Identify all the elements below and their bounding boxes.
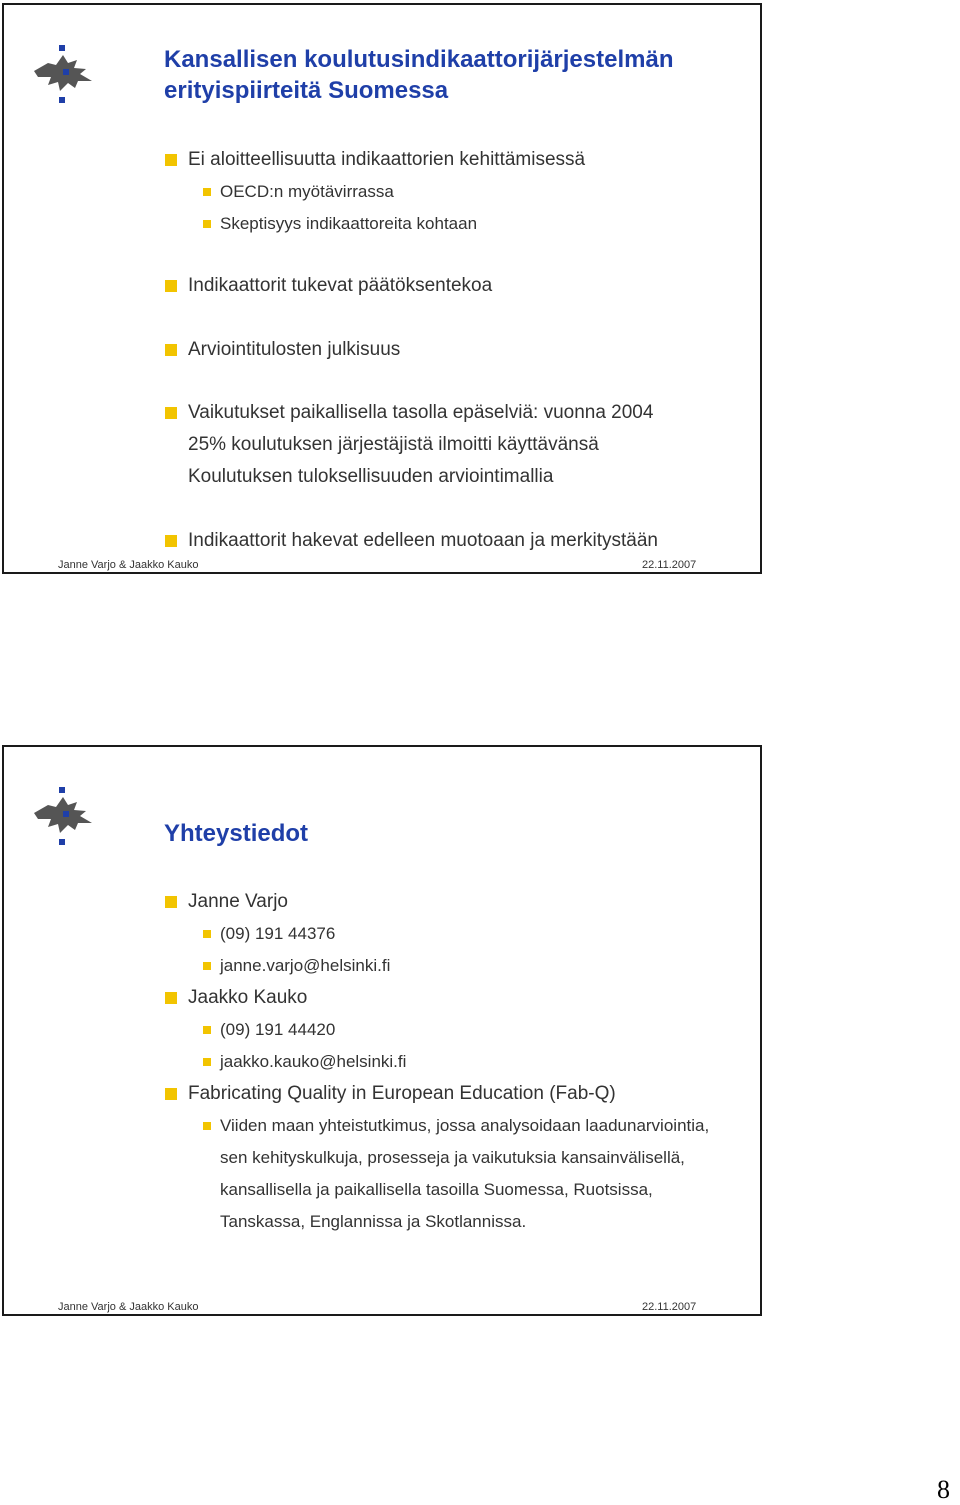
square-bullet-icon: [203, 1122, 211, 1130]
sub-bullet-text: jaakko.kauko@helsinki.fi: [220, 1052, 407, 1071]
sub-bullet-item: [164, 950, 744, 982]
sub-bullet-item: [164, 208, 744, 240]
square-bullet-icon: [203, 188, 211, 196]
sub-bullet-text: Skeptisyys indikaattoreita kohtaan: [220, 214, 478, 233]
bullet-item: [164, 144, 744, 176]
footer-date: 22.11.2007: [642, 559, 697, 571]
square-bullet-icon: [203, 1026, 211, 1034]
sub-bullet-text: (09) 191 44376: [220, 924, 336, 943]
bullet-text: Arviointitulosten julkisuus: [188, 339, 401, 360]
square-bullet-icon: [203, 220, 211, 228]
bullet-item: [164, 1078, 744, 1110]
sub-bullet-item: [164, 1014, 744, 1046]
university-logo-icon: [30, 41, 100, 111]
square-bullet-icon: [165, 344, 177, 356]
bullet-list: [164, 144, 744, 557]
square-bullet-icon: [203, 1058, 211, 1066]
square-bullet-icon: [165, 1088, 177, 1100]
bullet-list: [164, 886, 744, 1238]
slide-title: Kansallisen koulutusindikaattorijärjestelmän erityispiirteitä Suomessa: [164, 46, 674, 104]
square-bullet-icon: [165, 154, 177, 166]
sub-bullet-item: [164, 1110, 725, 1238]
square-bullet-icon: [165, 535, 177, 547]
sub-bullet-text: janne.varjo@helsinki.fi: [220, 956, 391, 975]
footer-date: 22.11.2007: [642, 1301, 697, 1313]
bullet-item: [164, 270, 744, 302]
bullet-item: [164, 397, 688, 493]
slide-title: Yhteystiedot: [164, 820, 309, 847]
bullet-text: Jaakko Kauko: [188, 987, 308, 1008]
bullet-text: Indikaattorit tukevat päätöksentekoa: [188, 275, 493, 296]
sub-bullet-item: [164, 918, 744, 950]
footer-author: Janne Varjo & Jaakko Kauko: [58, 1301, 199, 1313]
bullet-text: Fabricating Quality in European Education (Fab-Q): [188, 1083, 616, 1104]
sub-bullet-text: Viiden maan yhteistutkimus, jossa analysoidaan laadunarviointia, sen kehityskulkuja, prosesseja ja vaikutuksia kansainvälisellä, kansallisella ja paikallisella tasoilla Suomessa, Ruotsissa, Tanskassa, Englannissa ja Skotlannissa.: [220, 1116, 710, 1231]
square-bullet-icon: [165, 407, 177, 419]
bullet-item: [164, 982, 744, 1014]
footer-author: Janne Varjo & Jaakko Kauko: [58, 559, 199, 571]
square-bullet-icon: [165, 896, 177, 908]
page-number: 8: [937, 1475, 950, 1504]
sub-bullet-item: [164, 1046, 744, 1078]
slide-1: [2, 3, 762, 574]
square-bullet-icon: [203, 930, 211, 938]
university-logo-icon: [30, 783, 100, 853]
sub-bullet-text: (09) 191 44420: [220, 1020, 336, 1039]
square-bullet-icon: [165, 280, 177, 292]
sub-bullet-item: [164, 176, 744, 208]
slide-2: [2, 745, 762, 1316]
square-bullet-icon: [203, 962, 211, 970]
bullet-item: [164, 525, 744, 557]
bullet-text: Vaikutukset paikallisella tasolla epäselviä: vuonna 2004 25% koulutuksen järjestäjistä ilmoitti käyttävänsä Koulutuksen tuloksellisuuden arviointimallia: [188, 402, 654, 487]
bullet-text: Ei aloitteellisuutta indikaattorien kehittämisessä: [188, 149, 586, 170]
sub-bullet-text: OECD:n myötävirrassa: [220, 182, 394, 201]
bullet-text: Janne Varjo: [188, 891, 288, 912]
bullet-item: [164, 334, 744, 366]
bullet-text: Indikaattorit hakevat edelleen muotoaan ja merkitystään: [188, 530, 658, 551]
square-bullet-icon: [165, 992, 177, 1004]
bullet-item: [164, 886, 744, 918]
